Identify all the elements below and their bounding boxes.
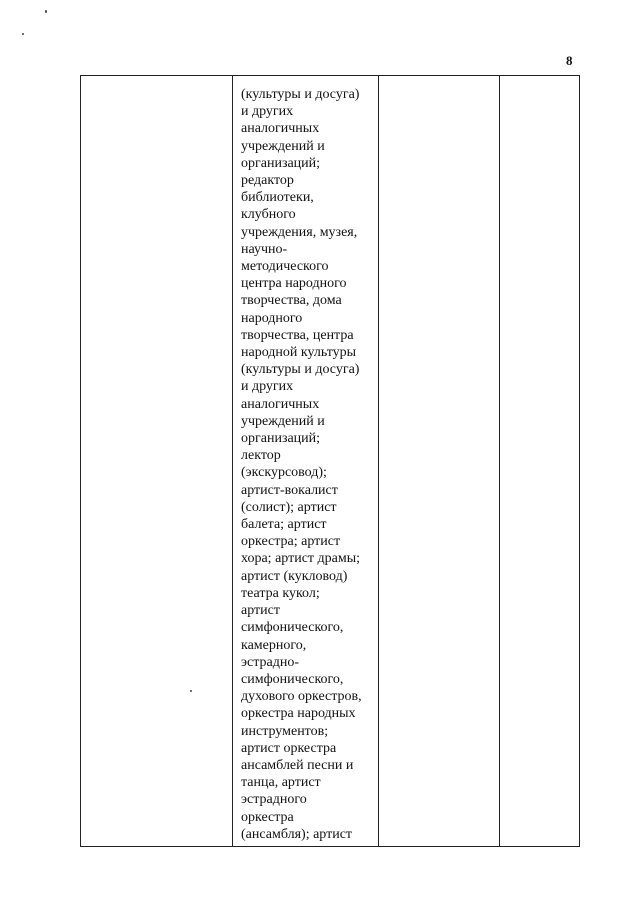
text-line: аналогичных — [241, 396, 320, 412]
page-number: 8 — [566, 53, 573, 68]
table-cell-col1 — [81, 76, 233, 847]
text-line: аналогичных — [241, 121, 320, 137]
text-line: симфонического, — [241, 620, 344, 636]
text-line: артист (кукловод) — [241, 568, 348, 584]
text-line: и других — [241, 104, 294, 120]
text-line: творчества, дома — [241, 293, 342, 309]
table-cell-col4 — [500, 76, 580, 847]
table-cell-col2 — [233, 76, 379, 847]
table-row — [81, 76, 580, 847]
text-line: эстрадно- — [241, 654, 300, 670]
text-line: центра народного — [241, 276, 347, 292]
text-line: методического — [241, 259, 329, 275]
scan-speck — [45, 10, 47, 13]
text-line: (ансамбля); артист — [241, 826, 353, 842]
text-line: симфонического, — [241, 671, 344, 687]
text-line: (экскурсовод); — [241, 465, 327, 481]
text-line: артист-вокалист — [241, 482, 338, 498]
text-line: (солист); артист — [241, 499, 337, 515]
scan-speck — [22, 33, 24, 35]
text-line: инструментов; — [241, 723, 329, 739]
text-line: ансамблей песни и — [241, 757, 354, 773]
text-line: артист оркестра — [241, 740, 337, 756]
text-line: организаций; — [241, 431, 321, 447]
job-titles-text — [233, 76, 378, 843]
text-line: научно- — [241, 241, 288, 257]
text-line: танца, артист — [241, 775, 321, 791]
text-line: организаций; — [241, 155, 321, 171]
text-line: и других — [241, 379, 294, 395]
text-line: духового оркестров, — [241, 689, 362, 705]
table-cell-col3 — [379, 76, 500, 847]
text-line: библиотеки, — [241, 190, 314, 206]
text-line: учреждений и — [241, 413, 325, 429]
document-table — [80, 75, 580, 847]
text-line: эстрадного — [241, 792, 307, 808]
text-line: оркестра — [241, 809, 294, 825]
text-line: (культуры и досуга) — [241, 87, 360, 102]
text-line: оркестра; артист — [241, 534, 341, 550]
text-line: клубного — [241, 207, 296, 223]
text-line: оркестра народных — [241, 706, 356, 722]
text-line: (культуры и досуга) — [241, 362, 360, 378]
text-line: театра кукол; — [241, 585, 320, 601]
text-line: редактор — [241, 173, 294, 189]
text-line: камерного, — [241, 637, 307, 653]
text-line: народного — [241, 310, 303, 326]
text-line: учреждения, музея, — [241, 224, 358, 240]
text-line: хора; артист драмы; — [241, 551, 361, 567]
text-line: артист — [241, 603, 280, 619]
text-line: лектор — [241, 448, 281, 464]
text-line: творчества, центра — [241, 327, 354, 343]
text-line: учреждений и — [241, 138, 325, 154]
text-line: народной культуры — [241, 345, 357, 361]
text-line: балета; артист — [241, 517, 327, 533]
